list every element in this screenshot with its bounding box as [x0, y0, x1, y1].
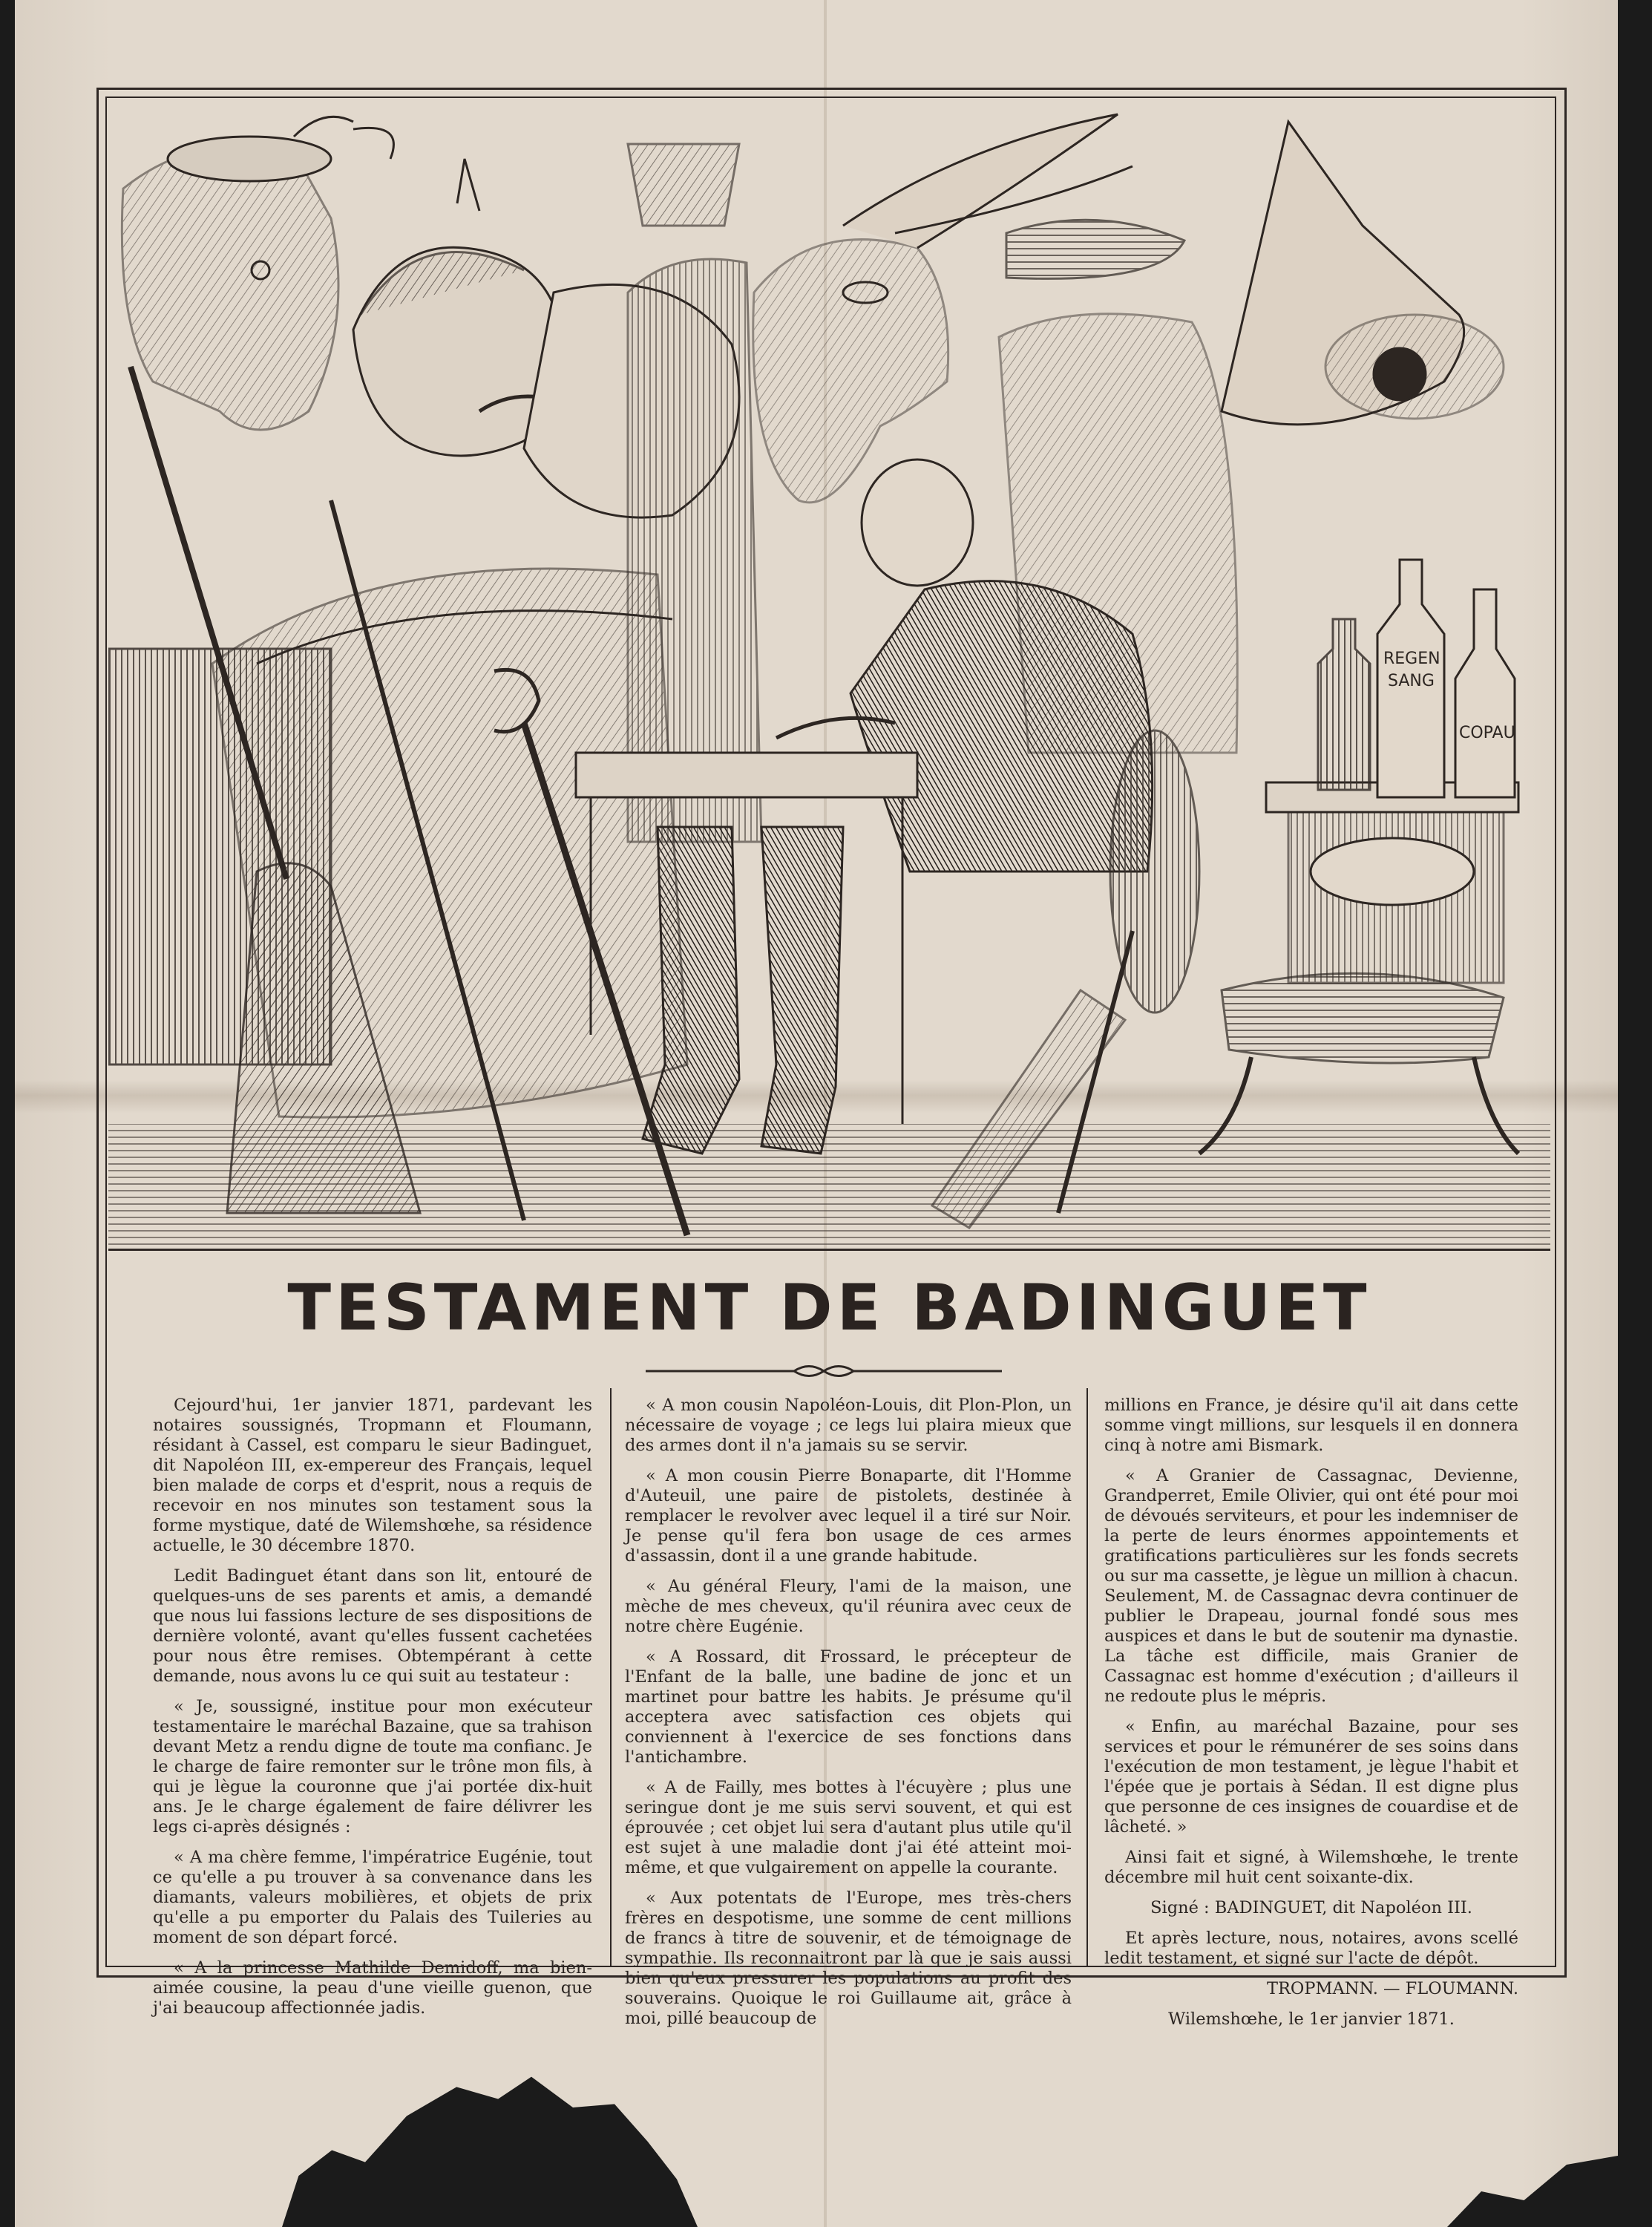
bottle-label-2: SANG [1388, 672, 1435, 690]
paragraph: « Je, soussigné, institue pour mon exécuteur testamentaire le maréchal Bazaine, que sa trahison devant Metz a rendu digne de toute ma confianc. Je le charge de faire remonter sur le trône mon fils, à qui je lègue la couronne que j'ai portée dix-huit ans. Je le charge également de faire délivrer les legs ci-après désignés : [153, 1697, 592, 1837]
paragraph: Et après lecture, nous, notaires, avons scellé ledit testament, et signé sur l'acte de dépôt. [1104, 1929, 1518, 1968]
notaries-signatures: TROPMANN. — FLOUMANN. [1266, 1979, 1518, 1998]
testament-text [153, 1396, 1518, 2029]
text-column-1 [153, 1396, 592, 2018]
paragraph: Cejourd'hui, 1er janvier 1871, pardevant les notaires soussignés, Tropmann et Floumann, résidant à Cassel, est comparu le sieur Badinguet, dit Napoléon III, ex-empereur des Français, lequel bien malade de corps et d'esprit, nous a requis de recevoir en nos minutes son testament sous la forme mystique, daté de Wilemshœhe, sa résidence actuelle, le 30 décembre 1870. [153, 1396, 592, 1555]
paragraph: Ledit Badinguet étant dans son lit, entouré de quelques-uns de ses parents et amis, a demandé que nous lui fassions lecture de ses dispositions de dernière volonté, avant qu'elles fussent cachetées pour nous être remises. Obtempérant à cette demande, nous avons lu ce qui suit au testateur : [153, 1566, 592, 1686]
engraving [108, 99, 1550, 1249]
text-column-3 [1104, 1396, 1518, 2029]
paragraph: « A ma chère femme, l'impératrice Eugénie, tout ce qu'elle a pu trouver à sa convenance dans les diamants, valeurs mobilières, et objets de prix qu'elle a pu emporter du Palais des Tuileries au moment de son départ forcé. [153, 1848, 592, 1947]
paragraph: « A la princesse Mathilde Demidoff, ma bien-aimée cousine, la peau d'une vieille guenon, que j'ai beaucoup affectionnée jadis. [153, 1958, 592, 2018]
paragraph: millions en France, je désire qu'il ait dans cette somme vingt millions, sur lesquels il en donnera cinq à notre ami Bismark. [1104, 1396, 1518, 1455]
date-line: Wilemshœhe, le 1er janvier 1871. [1168, 2009, 1455, 2029]
bottle-label-3: COPAU [1459, 724, 1515, 742]
signature-line: Signé : BADINGUET, dit Napoléon III. [1150, 1898, 1472, 1917]
text-column-2 [625, 1396, 1072, 2028]
paragraph: « Au général Fleury, l'ami de la maison, une mèche de mes cheveux, qu'il réunira avec ceux de notre chère Eugénie. [625, 1577, 1072, 1636]
paragraph: « A Granier de Cassagnac, Devienne, Grandperret, Emile Olivier, qui ont été pour moi de dévoués serviteurs, et pour les indemniser de la perte de leurs énormes appointements et gratifications particulières sur les fonds secrets ou sur ma cassette, je lègue un million à chacun. Seulement, M. de Cassagnac devra continuer de publier le Drapeau, journal fondé sous mes auspices et dans le but de soutenir ma dynastie. La tâche est difficile, mais Granier de Cassagnac est homme d'exécution ; d'ailleurs il ne redoute plus le mépris. [1104, 1466, 1518, 1706]
paragraph: « Enfin, au maréchal Bazaine, pour ses services et pour le rémunérer de ses soins dans l'exécution de mon testament, je lègue l'habit et l'épée que je portais à Sédan. Il est digne plus que personne de ces insignes de couardise et de lâcheté. » [1104, 1717, 1518, 1837]
paragraph: « A mon cousin Pierre Bonaparte, dit l'Homme d'Auteuil, une paire de pistolets, destinée à remplacer le revolver avec lequel il a tiré sur Noir. Je pense qu'il fera bon usage de ces armes d'assassin, dont il a une grande habitude. [625, 1466, 1072, 1566]
paragraph: « Aux potentats de l'Europe, mes très-chers frères en despotisme, une somme de cent millions de francs à titre de souvenir, et de témoignage de sympathie. Ils reconnaitront par là que je sais aussi bien qu'eux pressurer les populations au profit des souverains. Quoique le roi Guillaume ait, grâce à moi, pillé beaucoup de [625, 1888, 1072, 2028]
caricature-illustration [108, 99, 1550, 1251]
paragraph: « A Rossard, dit Frossard, le précepteur de l'Enfant de la balle, une badine de jonc et un martinet pour battre les habits. Je présume qu'il acceptera avec satisfaction ces objets qui conviennent à l'exercice de ses fonctions dans l'antichambre. [625, 1647, 1072, 1767]
paragraph: « A de Failly, mes bottes à l'écuyère ; plus une seringue dont je me suis servi souvent, et qui est éprouvée ; cet objet lui sera d'autant plus utile qu'il est sujet à une maladie dont j'ai été atteint moi-même, et que vulgairement on appelle la courante. [625, 1778, 1072, 1877]
page-title: TESTAMENT DE BADINGUET [287, 1271, 1371, 1345]
paragraph: « A mon cousin Napoléon-Louis, dit Plon-Plon, un nécessaire de voyage ; ce legs lui plaira mieux que des armes dont il n'a jamais su se servir. [625, 1396, 1072, 1455]
paragraph: Ainsi fait et signé, à Wilemshœhe, le trente décembre mil huit cent soixante-dix. [1104, 1848, 1518, 1887]
bottle-label-1: REGEN [1383, 650, 1440, 668]
ornament-divider [646, 1360, 1002, 1382]
